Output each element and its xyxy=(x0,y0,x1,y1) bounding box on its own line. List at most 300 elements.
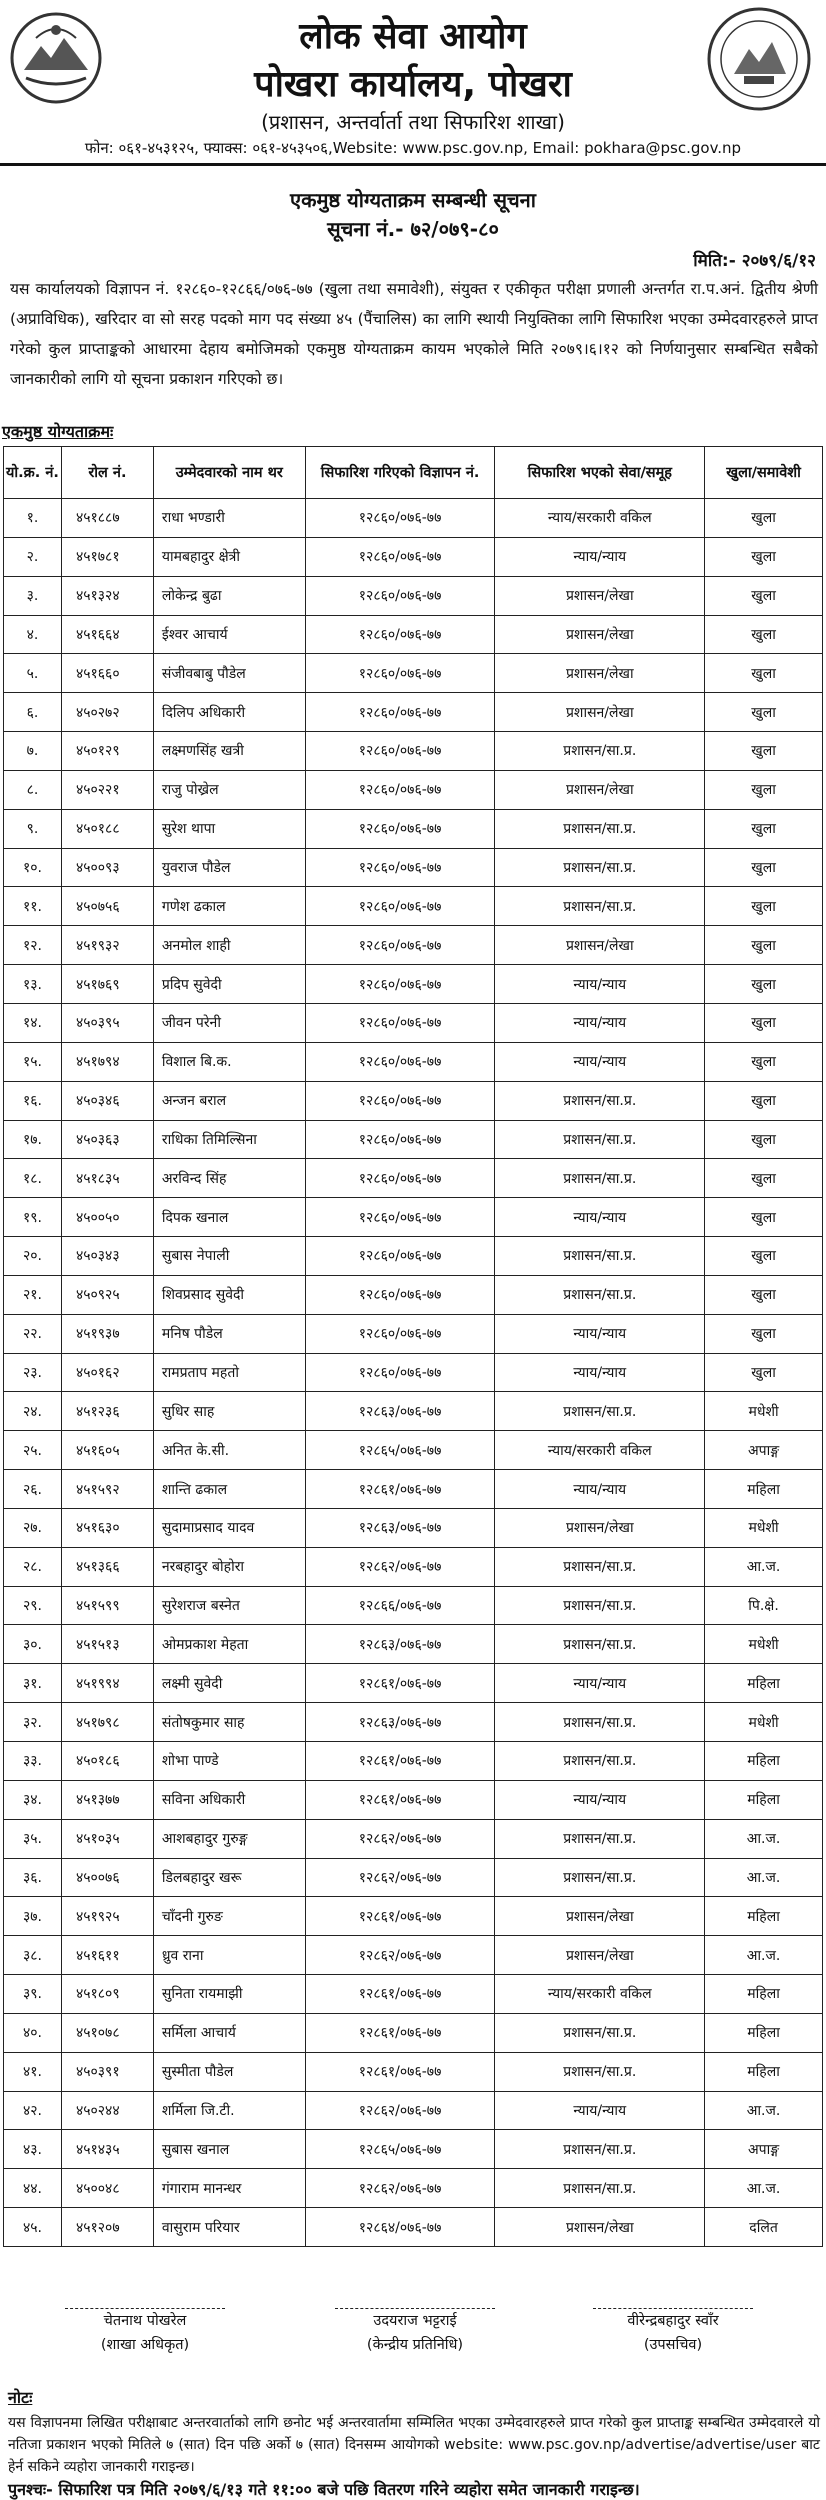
row-category: खुला xyxy=(705,732,823,771)
row-advert: १२८६०/०७६-७७ xyxy=(305,576,495,615)
row-category: महिला xyxy=(705,1780,823,1819)
table-row xyxy=(4,2130,823,2169)
row-sn: ३३. xyxy=(4,1742,62,1781)
row-category: खुला xyxy=(705,537,823,576)
table-row xyxy=(4,615,823,654)
signature-block xyxy=(0,2308,826,2368)
row-roll: ४५१८०९ xyxy=(61,1975,153,2014)
row-name: शर्मिला जि.टी. xyxy=(153,2091,305,2130)
signatory-name: चेतनाथ पोखरेल xyxy=(103,2313,187,2329)
row-roll: ४५१३७७ xyxy=(61,1780,153,1819)
row-category: महिला xyxy=(705,1897,823,1936)
row-service: न्याय/न्याय xyxy=(495,1664,705,1703)
row-advert: १२८६०/०७६-७७ xyxy=(305,1120,495,1159)
row-advert: १२८६०/०७६-७७ xyxy=(305,1042,495,1081)
row-service: प्रशासन/सा.प्र. xyxy=(495,1742,705,1781)
row-category: खुला xyxy=(705,1237,823,1276)
row-name: यामबहादुर क्षेत्री xyxy=(153,537,305,576)
row-sn: १२. xyxy=(4,926,62,965)
row-advert: १२८६१/०७६-७७ xyxy=(305,1897,495,1936)
row-advert: १२८६२/०७६-७७ xyxy=(305,1858,495,1897)
row-category: महिला xyxy=(705,1742,823,1781)
row-service: न्याय/सरकारी वकिल xyxy=(495,1431,705,1470)
row-roll: ४५१६०५ xyxy=(61,1431,153,1470)
row-name: दिपक खनाल xyxy=(153,1198,305,1237)
row-sn: २. xyxy=(4,537,62,576)
row-name: आशबहादुर गुरुङ्ग xyxy=(153,1819,305,1858)
row-roll: ४५१७६९ xyxy=(61,965,153,1004)
row-category: खुला xyxy=(705,770,823,809)
row-service: प्रशासन/लेखा xyxy=(495,1936,705,1975)
row-sn: ४०. xyxy=(4,2013,62,2052)
table-row xyxy=(4,770,823,809)
row-service: न्याय/सरकारी वकिल xyxy=(495,1975,705,2014)
row-category: खुला xyxy=(705,654,823,693)
row-name: राधा भण्डारी xyxy=(153,499,305,538)
row-advert: १२८६२/०७६-७७ xyxy=(305,1936,495,1975)
row-roll: ४५१७८१ xyxy=(61,537,153,576)
row-category: आ.ज. xyxy=(705,2091,823,2130)
row-service: न्याय/न्याय xyxy=(495,1198,705,1237)
signatory-name: वीरेन्द्रबहादुर स्वाँर xyxy=(627,2313,719,2329)
row-sn: १०. xyxy=(4,848,62,887)
row-name: शिवप्रसाद सुवेदी xyxy=(153,1275,305,1314)
row-advert: १२८६१/०७६-७७ xyxy=(305,2013,495,2052)
row-service: प्रशासन/लेखा xyxy=(495,576,705,615)
row-name: सुबास खनाल xyxy=(153,2130,305,2169)
table-row xyxy=(4,2208,823,2247)
notice-intro: यस कार्यालयको विज्ञापन नं. १२८६०-१२८६६/०७६-७७ (खुला तथा समावेशी), संयुक्त र एकीकृत परीक्षा प्रणाली अन्तर्गत रा.प.अनं. द्वितीय श्रेणी (अप्राविधिक), खरिदार वा सो सरह पदको माग पद संख्या ४५ (पैंचालिस) का लागि स्थायी नियुक्तिका लागि सिफारिश भएका उम्मेदवारहरुले प्राप्त गरेको कुल प्राप्ताङ्कको आधारमा देहाय बमोजिमको एकमुष्ठ योग्यताक्रम कायम भएकोले मिति २०७९।६।१२ को निर्णयानुसार सम्बन्धित सबैको जानकारीको लागि यो सूचना प्रकाशन गरिएको छ। xyxy=(10,280,818,388)
row-service: न्याय/न्याय xyxy=(495,1780,705,1819)
row-sn: १९. xyxy=(4,1198,62,1237)
table-row xyxy=(4,1159,823,1198)
row-roll: ४५१०३५ xyxy=(61,1819,153,1858)
row-sn: २४. xyxy=(4,1392,62,1431)
row-service: न्याय/न्याय xyxy=(495,1353,705,1392)
row-sn: १८. xyxy=(4,1159,62,1198)
row-advert: १२८६०/०७६-७७ xyxy=(305,809,495,848)
row-service: प्रशासन/सा.प्र. xyxy=(495,1819,705,1858)
row-name: ओमप्रकाश मेहता xyxy=(153,1625,305,1664)
row-advert: १२८६०/०७६-७७ xyxy=(305,693,495,732)
row-sn: ८. xyxy=(4,770,62,809)
row-roll: ४५१६३० xyxy=(61,1508,153,1547)
row-roll: ४५०३६३ xyxy=(61,1120,153,1159)
row-service: प्रशासन/सा.प्र. xyxy=(495,1392,705,1431)
row-service: प्रशासन/सा.प्र. xyxy=(495,809,705,848)
row-advert: १२८६२/०७६-७७ xyxy=(305,1819,495,1858)
table-row xyxy=(4,1975,823,2014)
table-row xyxy=(4,1392,823,1431)
row-roll: ४५१२०७ xyxy=(61,2208,153,2247)
row-sn: २५. xyxy=(4,1431,62,1470)
row-sn: ५. xyxy=(4,654,62,693)
row-sn: ४१. xyxy=(4,2052,62,2091)
row-advert: १२८६२/०७६-७७ xyxy=(305,2091,495,2130)
row-advert: १२८६०/०७६-७७ xyxy=(305,499,495,538)
row-category: खुला xyxy=(705,1353,823,1392)
row-roll: ४५१७९४ xyxy=(61,1042,153,1081)
row-roll: ४५१९९४ xyxy=(61,1664,153,1703)
row-service: प्रशासन/सा.प्र. xyxy=(495,2169,705,2208)
row-sn: १३. xyxy=(4,965,62,1004)
row-service: प्रशासन/सा.प्र. xyxy=(495,1586,705,1625)
row-roll: ४५१६११ xyxy=(61,1936,153,1975)
row-roll: ४५००७६ xyxy=(61,1858,153,1897)
table-row xyxy=(4,1431,823,1470)
row-roll: ४५०३९५ xyxy=(61,1003,153,1042)
row-name: लोकेन्द्र बुढा xyxy=(153,576,305,615)
row-category: खुला xyxy=(705,1003,823,1042)
row-sn: २८. xyxy=(4,1547,62,1586)
row-category: मधेशी xyxy=(705,1625,823,1664)
table-row xyxy=(4,693,823,732)
row-roll: ४५१२३६ xyxy=(61,1392,153,1431)
row-name: सुरेशराज बस्नेत xyxy=(153,1586,305,1625)
table-row xyxy=(4,1508,823,1547)
signature-1 xyxy=(40,2308,250,2357)
row-name: नरबहादुर बोहोरा xyxy=(153,1547,305,1586)
row-service: प्रशासन/लेखा xyxy=(495,2208,705,2247)
row-name: मनिष पौडेल xyxy=(153,1314,305,1353)
table-row xyxy=(4,1081,823,1120)
table-row xyxy=(4,1470,823,1509)
table-row xyxy=(4,1314,823,1353)
row-service: न्याय/न्याय xyxy=(495,1470,705,1509)
row-category: महिला xyxy=(705,1664,823,1703)
row-sn: ३९. xyxy=(4,1975,62,2014)
row-sn: ७. xyxy=(4,732,62,771)
row-roll: ४५०३४३ xyxy=(61,1237,153,1276)
table-row xyxy=(4,2013,823,2052)
row-advert: १२८६३/०७६-७७ xyxy=(305,1508,495,1547)
row-name: गणेश ढकाल xyxy=(153,887,305,926)
row-advert: १२८६०/०७६-७७ xyxy=(305,1198,495,1237)
row-roll: ४५००९३ xyxy=(61,848,153,887)
row-advert: १२८६३/०७६-७७ xyxy=(305,1392,495,1431)
row-sn: २१. xyxy=(4,1275,62,1314)
row-roll: ४५१९३७ xyxy=(61,1314,153,1353)
row-advert: १२८६०/०७६-७७ xyxy=(305,1353,495,1392)
row-name: युवराज पौडेल xyxy=(153,848,305,887)
row-service: प्रशासन/सा.प्र. xyxy=(495,1120,705,1159)
row-service: न्याय/न्याय xyxy=(495,537,705,576)
row-category: खुला xyxy=(705,887,823,926)
nepal-emblem-icon xyxy=(6,8,106,108)
row-service: प्रशासन/सा.प्र. xyxy=(495,1237,705,1276)
row-roll: ४५०२७२ xyxy=(61,693,153,732)
row-roll: ४५१०७८ xyxy=(61,2013,153,2052)
row-sn: ४२. xyxy=(4,2091,62,2130)
table-row xyxy=(4,965,823,1004)
row-service: न्याय/सरकारी वकिल xyxy=(495,499,705,538)
table-row xyxy=(4,2091,823,2130)
note-title: नोटः xyxy=(8,2388,33,2407)
row-service: प्रशासन/सा.प्र. xyxy=(495,1858,705,1897)
row-category: महिला xyxy=(705,2052,823,2091)
office-name: पोखरा कार्यालय, पोखरा xyxy=(254,64,572,105)
letterhead xyxy=(0,0,826,160)
row-roll: ४५१८८७ xyxy=(61,499,153,538)
row-category: आ.ज. xyxy=(705,2169,823,2208)
row-advert: १२८६०/०७६-७७ xyxy=(305,926,495,965)
table-row xyxy=(4,1237,823,1276)
row-service: न्याय/न्याय xyxy=(495,2091,705,2130)
row-advert: १२८६२/०७६-७७ xyxy=(305,2169,495,2208)
row-category: खुला xyxy=(705,1314,823,1353)
row-advert: १२८६१/०७६-७७ xyxy=(305,1664,495,1703)
row-advert: १२८६१/०७६-७७ xyxy=(305,2052,495,2091)
row-roll: ४५१५९२ xyxy=(61,1470,153,1509)
row-roll: ४५१४३५ xyxy=(61,2130,153,2169)
row-advert: १२८६०/०७६-७७ xyxy=(305,615,495,654)
table-row xyxy=(4,2169,823,2208)
row-service: प्रशासन/सा.प्र. xyxy=(495,1275,705,1314)
row-roll: ४५१८३५ xyxy=(61,1159,153,1198)
row-advert: १२८६०/०७६-७७ xyxy=(305,887,495,926)
row-name: संजीवबाबु पौडेल xyxy=(153,654,305,693)
row-name: सुदामाप्रसाद यादव xyxy=(153,1508,305,1547)
row-service: प्रशासन/सा.प्र. xyxy=(495,1547,705,1586)
row-sn: २३. xyxy=(4,1353,62,1392)
row-service: प्रशासन/लेखा xyxy=(495,693,705,732)
row-category: खुला xyxy=(705,1275,823,1314)
row-category: महिला xyxy=(705,1470,823,1509)
notice-date: मिति:- २०७९/६/१२ xyxy=(693,251,816,271)
table-row xyxy=(4,809,823,848)
row-sn: २९. xyxy=(4,1586,62,1625)
row-category: महिला xyxy=(705,1975,823,2014)
row-roll: ४५०२४४ xyxy=(61,2091,153,2130)
col-header-roll: रोल नं. xyxy=(61,447,153,499)
header-divider xyxy=(0,163,826,166)
table-row xyxy=(4,1936,823,1975)
row-roll: ४५१७९८ xyxy=(61,1703,153,1742)
row-name: ईश्वर आचार्य xyxy=(153,615,305,654)
row-category: खुला xyxy=(705,576,823,615)
row-advert: १२८६०/०७६-७७ xyxy=(305,848,495,887)
row-advert: १२८६०/०७६-७७ xyxy=(305,1314,495,1353)
row-sn: ९. xyxy=(4,809,62,848)
row-name: दिलिप अधिकारी xyxy=(153,693,305,732)
row-name: सुबास नेपाली xyxy=(153,1237,305,1276)
col-header-name: उम्मेदवारको नाम थर xyxy=(153,447,305,499)
row-roll: ४५१३२४ xyxy=(61,576,153,615)
table-row xyxy=(4,887,823,926)
row-service: न्याय/न्याय xyxy=(495,965,705,1004)
table-row xyxy=(4,1819,823,1858)
row-category: खुला xyxy=(705,1159,823,1198)
row-name: राजु पोख्रेल xyxy=(153,770,305,809)
row-sn: २२. xyxy=(4,1314,62,1353)
signature-3 xyxy=(568,2308,778,2357)
row-advert: १२८६०/०७६-७७ xyxy=(305,654,495,693)
row-category: अपाङ्ग xyxy=(705,1431,823,1470)
row-sn: ३८. xyxy=(4,1936,62,1975)
row-sn: ३. xyxy=(4,576,62,615)
org-name: लोक सेवा आयोग xyxy=(299,16,527,57)
table-row xyxy=(4,1547,823,1586)
row-name: रामप्रताप महतो xyxy=(153,1353,305,1392)
table-row xyxy=(4,1586,823,1625)
notice-number: सूचना नं.- ७२/०७९-८० xyxy=(327,217,499,241)
row-sn: ४४. xyxy=(4,2169,62,2208)
row-name: वासुराम परियार xyxy=(153,2208,305,2247)
row-category: खुला xyxy=(705,1081,823,1120)
row-category: खुला xyxy=(705,1042,823,1081)
row-roll: ४५०१८६ xyxy=(61,1742,153,1781)
merit-list-table xyxy=(3,446,823,2247)
row-advert: १२८६०/०७६-७७ xyxy=(305,537,495,576)
table-row xyxy=(4,1703,823,1742)
row-category: खुला xyxy=(705,965,823,1004)
row-advert: १२८६१/०७६-७७ xyxy=(305,1975,495,2014)
row-advert: १२८६१/०७६-७७ xyxy=(305,1742,495,1781)
row-name: सुस्मीता पौडेल xyxy=(153,2052,305,2091)
row-category: महिला xyxy=(705,2013,823,2052)
row-sn: १७. xyxy=(4,1120,62,1159)
row-name: सुनिता रायमाझी xyxy=(153,1975,305,2014)
row-roll: ४५०९२५ xyxy=(61,1275,153,1314)
row-sn: ६. xyxy=(4,693,62,732)
row-category: खुला xyxy=(705,615,823,654)
row-advert: १२८६०/०७६-७७ xyxy=(305,1159,495,1198)
row-category: आ.ज. xyxy=(705,1936,823,1975)
row-sn: ११. xyxy=(4,887,62,926)
row-advert: १२८६५/०७६-७७ xyxy=(305,2130,495,2169)
table-row xyxy=(4,2052,823,2091)
table-row xyxy=(4,1198,823,1237)
row-roll: ४५१९२५ xyxy=(61,1897,153,1936)
row-advert: १२८६०/०७६-७७ xyxy=(305,1081,495,1120)
row-service: प्रशासन/लेखा xyxy=(495,770,705,809)
table-row xyxy=(4,732,823,771)
row-sn: ३४. xyxy=(4,1780,62,1819)
row-sn: ३२. xyxy=(4,1703,62,1742)
section-name: (प्रशासन, अन्तर्वार्ता तथा सिफारिश शाखा) xyxy=(261,110,565,134)
row-roll: ४५००४८ xyxy=(61,2169,153,2208)
row-advert: १२८६२/०७६-७७ xyxy=(305,1547,495,1586)
row-advert: १२८६३/०७६-७७ xyxy=(305,1625,495,1664)
psc-seal-icon xyxy=(704,4,814,114)
row-advert: १२८६०/०७६-७७ xyxy=(305,1237,495,1276)
row-category: खुला xyxy=(705,1120,823,1159)
row-service: प्रशासन/लेखा xyxy=(495,926,705,965)
row-name: शान्ति ढकाल xyxy=(153,1470,305,1509)
row-roll: ४५०१२९ xyxy=(61,732,153,771)
row-sn: १६. xyxy=(4,1081,62,1120)
row-category: मधेशी xyxy=(705,1392,823,1431)
row-name: अरविन्द सिंह xyxy=(153,1159,305,1198)
row-roll: ४५०१८८ xyxy=(61,809,153,848)
row-category: खुला xyxy=(705,848,823,887)
table-body xyxy=(4,499,823,2247)
row-name: शोभा पाण्डे xyxy=(153,1742,305,1781)
row-service: प्रशासन/सा.प्र. xyxy=(495,887,705,926)
row-service: प्रशासन/सा.प्र. xyxy=(495,2130,705,2169)
row-service: प्रशासन/लेखा xyxy=(495,654,705,693)
table-row xyxy=(4,1742,823,1781)
row-advert: १२८६०/०७६-७७ xyxy=(305,1003,495,1042)
row-sn: ४५. xyxy=(4,2208,62,2247)
row-name: विशाल बि.क. xyxy=(153,1042,305,1081)
row-roll: ४५०१६२ xyxy=(61,1353,153,1392)
signature-2 xyxy=(310,2308,520,2357)
row-roll: ४५१६६४ xyxy=(61,615,153,654)
row-service: प्रशासन/लेखा xyxy=(495,615,705,654)
row-category: मधेशी xyxy=(705,1508,823,1547)
col-header-advert: सिफारिश गरिएको विज्ञापन नं. xyxy=(305,447,495,499)
row-name: सुरेश थापा xyxy=(153,809,305,848)
table-row xyxy=(4,537,823,576)
row-name: राधिका तिमिल्सिना xyxy=(153,1120,305,1159)
row-name: ध्रुव राना xyxy=(153,1936,305,1975)
row-service: प्रशासन/सा.प्र. xyxy=(495,2052,705,2091)
row-name: लक्ष्मणसिंह खत्री xyxy=(153,732,305,771)
note-text: यस विज्ञापनमा लिखित परीक्षाबाट अन्तरवार्ताको लागि छनोट भई अन्तरवार्तामा सम्मिलित भएका उम्मेदवारहरुले प्राप्त गरेको कुल प्राप्ताङ्क सम्बन्धित उम्मेदवारले यो नतिजा प्रकाशन भएको मितिले ७ (सात) दिन पछि अर्को ७ (सात) दिनसम्म आयोगको website: www.psc.gov.np/advertise/advertise/user बाट हेर्न सकिने व्यहोरा जानकारी गराइन्छ। xyxy=(8,2415,820,2475)
row-sn: २६. xyxy=(4,1470,62,1509)
row-category: खुला xyxy=(705,693,823,732)
row-sn: ३०. xyxy=(4,1625,62,1664)
row-category: आ.ज. xyxy=(705,1858,823,1897)
table-row xyxy=(4,1353,823,1392)
row-advert: १२८६०/०७६-७७ xyxy=(305,732,495,771)
table-row xyxy=(4,1120,823,1159)
row-advert: १२८६०/०७६-७७ xyxy=(305,965,495,1004)
row-category: खुला xyxy=(705,499,823,538)
table-header-row xyxy=(4,447,823,499)
row-name: गंगाराम मानन्धर xyxy=(153,2169,305,2208)
row-service: प्रशासन/सा.प्र. xyxy=(495,732,705,771)
row-advert: १२८६४/०७६-७७ xyxy=(305,2208,495,2247)
table-row xyxy=(4,1003,823,1042)
row-name: अनित के.सी. xyxy=(153,1431,305,1470)
table-row xyxy=(4,1275,823,1314)
row-sn: २०. xyxy=(4,1237,62,1276)
row-name: अनमोल शाही xyxy=(153,926,305,965)
row-service: न्याय/न्याय xyxy=(495,1003,705,1042)
row-service: न्याय/न्याय xyxy=(495,1042,705,1081)
signatory-title: (उपसचिव) xyxy=(643,2337,703,2353)
row-sn: ३६. xyxy=(4,1858,62,1897)
row-service: प्रशासन/सा.प्र. xyxy=(495,1159,705,1198)
table-row xyxy=(4,1625,823,1664)
row-sn: ३५. xyxy=(4,1819,62,1858)
row-roll: ४५०७५६ xyxy=(61,887,153,926)
row-sn: १४. xyxy=(4,1003,62,1042)
col-header-category: खुला/समावेशी xyxy=(705,447,823,499)
row-service: प्रशासन/सा.प्र. xyxy=(495,1081,705,1120)
row-category: मधेशी xyxy=(705,1703,823,1742)
row-service: प्रशासन/सा.प्र. xyxy=(495,1625,705,1664)
row-name: चाँदनी गुरुङ xyxy=(153,1897,305,1936)
row-roll: ४५००५० xyxy=(61,1198,153,1237)
row-category: खुला xyxy=(705,926,823,965)
row-name: डिलबहादुर खरू xyxy=(153,1858,305,1897)
row-category: खुला xyxy=(705,809,823,848)
row-roll: ४५०२२१ xyxy=(61,770,153,809)
row-sn: ४. xyxy=(4,615,62,654)
row-category: आ.ज. xyxy=(705,1819,823,1858)
row-advert: १२८६०/०७६-७७ xyxy=(305,770,495,809)
row-sn: ३१. xyxy=(4,1664,62,1703)
row-service: प्रशासन/लेखा xyxy=(495,1508,705,1547)
notice-subject: एकमुष्ठ योग्यताक्रम सम्बन्धी सूचना xyxy=(290,188,536,212)
row-advert: १२८६६/०७६-७७ xyxy=(305,1586,495,1625)
row-sn: १५. xyxy=(4,1042,62,1081)
table-row xyxy=(4,1780,823,1819)
row-roll: ४५१५९९ xyxy=(61,1586,153,1625)
